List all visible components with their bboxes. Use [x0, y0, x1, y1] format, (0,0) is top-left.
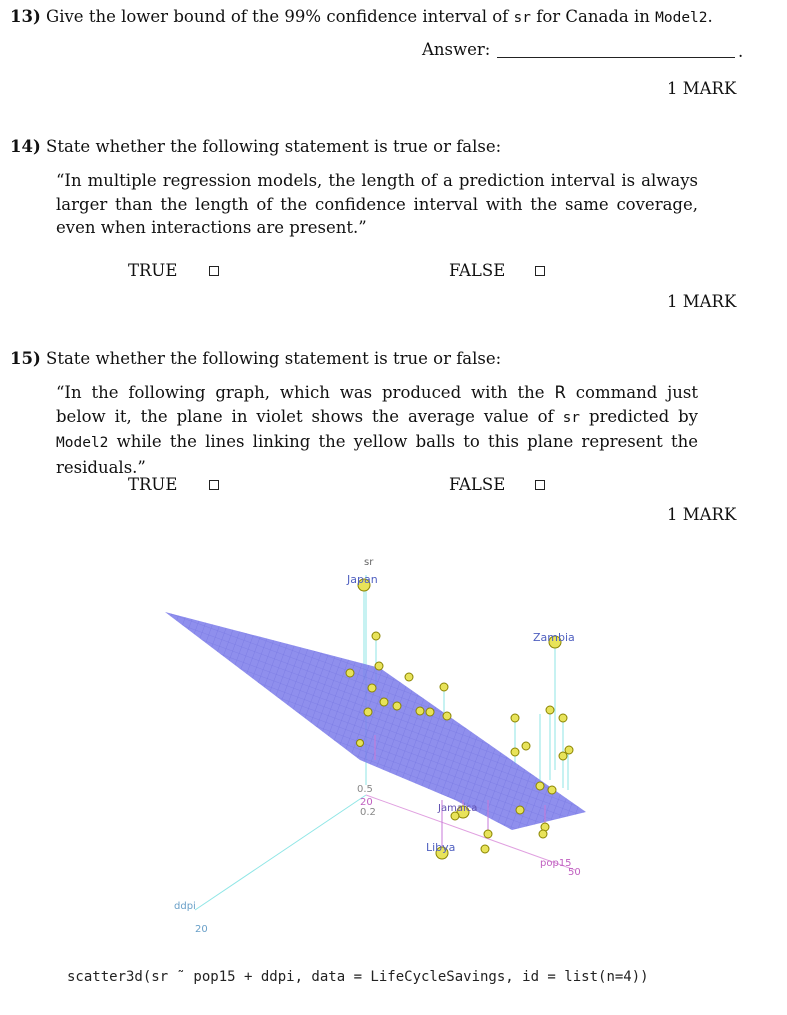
q13-mark: 1 MARK	[667, 79, 737, 98]
q14-true-checkbox[interactable]	[209, 266, 219, 276]
q15-statement: “In the following graph, which was produced with the R command just below it, the plane in violet shows the average value of sr predicted by Model2 while the lines linking the yellow balls to this plane represent the residuals.”	[56, 383, 699, 477]
q13-answer-label: Answer:	[422, 40, 491, 59]
origin-tick-b: 20	[360, 797, 373, 808]
q13-text-before: Give the lower bound of the 99% confidence interval of	[46, 7, 509, 26]
q13-answer-period: .	[738, 42, 744, 61]
q15-var-sr: sr	[562, 409, 581, 426]
q15-line	[10, 349, 501, 368]
scatter3d-plot	[0, 545, 787, 955]
q14-number: 14)	[10, 137, 41, 156]
q15-false-label: FALSE	[449, 475, 506, 494]
q13-number: 13)	[10, 7, 41, 26]
q13-line	[10, 7, 713, 26]
q14-line	[10, 137, 501, 156]
q14-false-label: FALSE	[449, 261, 506, 280]
q13-var-sr: sr	[513, 10, 531, 26]
q15-prompt: State whether the following statement is true or false:	[46, 349, 502, 368]
q14-false-checkbox[interactable]	[535, 266, 545, 276]
q14-true-label: TRUE	[128, 261, 178, 280]
label-zambia: Zambia	[533, 631, 575, 644]
q14-statement: “In multiple regression models, the length of a prediction interval is always larger than the length of the confidence interval with the same coverage, even when interactions are present.”	[56, 171, 698, 237]
origin-tick-a: 0.5	[357, 784, 373, 795]
q15-false-checkbox[interactable]	[535, 480, 545, 490]
q14-mark: 1 MARK	[667, 292, 737, 311]
q15-mark: 1 MARK	[667, 505, 737, 524]
ddpi-axis	[195, 795, 366, 910]
label-jamaica: Jamaica	[438, 803, 478, 814]
q13-text-mid: for Canada in	[536, 7, 650, 26]
sr-axis-label: sr	[364, 557, 374, 568]
q13-model: Model2	[655, 10, 708, 26]
q15-true-label: TRUE	[128, 475, 178, 494]
q13-text-after: .	[707, 7, 713, 26]
origin-tick-c: 0.2	[360, 807, 376, 818]
pop15-tick: 50	[568, 867, 581, 878]
label-libya: Libya	[426, 841, 456, 854]
q15-true-checkbox[interactable]	[209, 480, 219, 490]
label-japan: Japan	[347, 573, 378, 586]
q14-prompt: State whether the following statement is true or false:	[46, 137, 502, 156]
r-command: scatter3d(sr ˜ pop15 + ddpi, data = LifeCycleSavings, id = list(n=4))	[67, 969, 649, 985]
ddpi-axis-label: ddpi	[174, 901, 196, 912]
q15-number: 15)	[10, 349, 41, 368]
q15-r-word: R	[554, 383, 566, 402]
q15-model: Model2	[56, 435, 109, 451]
ddpi-tick: 20	[195, 924, 208, 935]
q13-answer-field[interactable]	[497, 57, 735, 58]
pop15-axis-label: pop15	[540, 858, 572, 869]
